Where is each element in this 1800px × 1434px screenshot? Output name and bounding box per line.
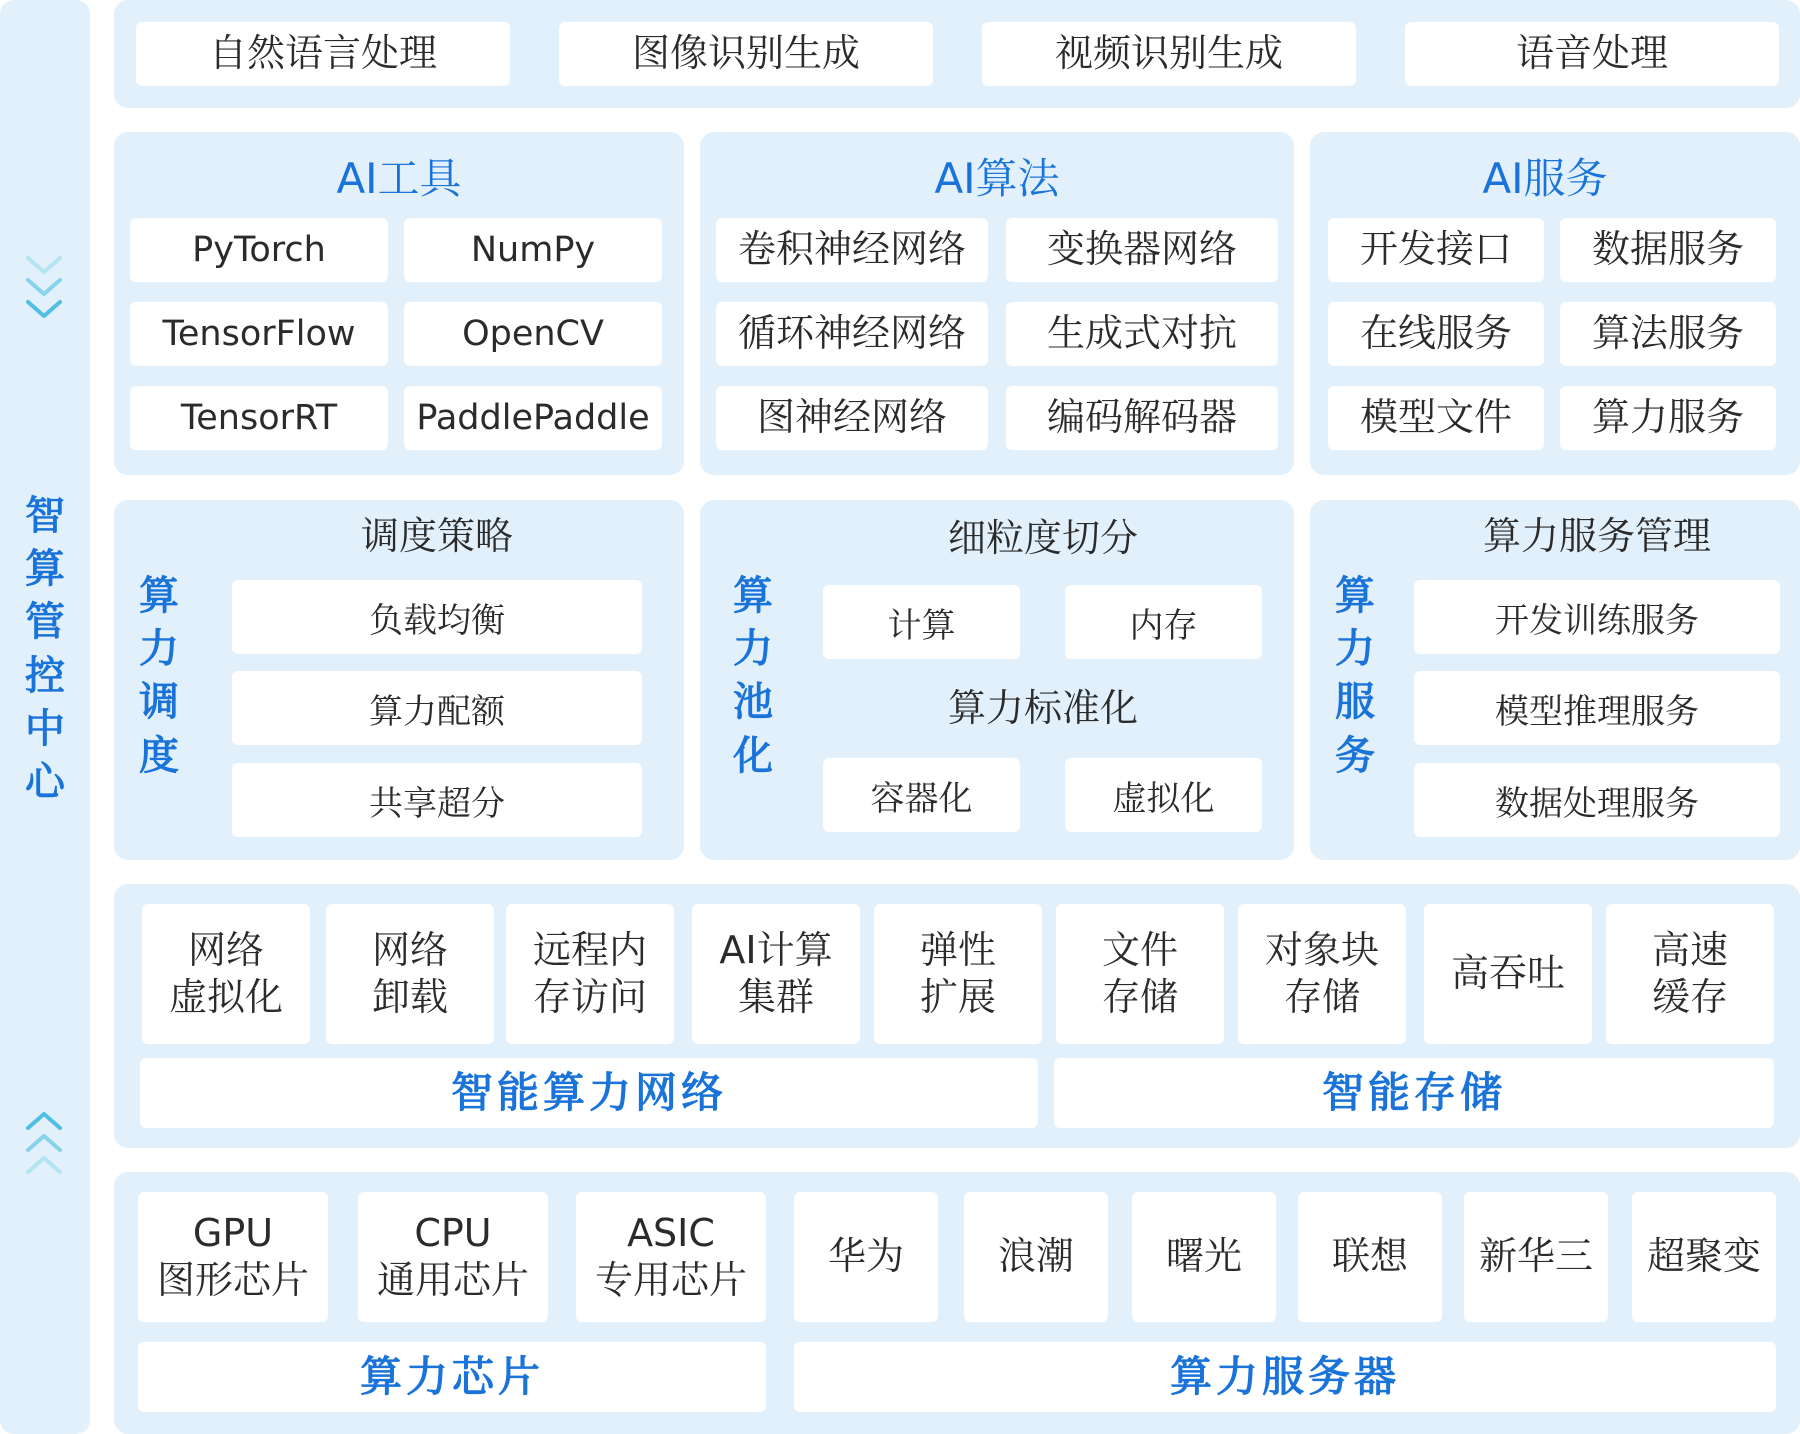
scheduling-item: 共享超分 bbox=[232, 763, 642, 837]
algorithm-item: 图神经网络 bbox=[716, 386, 988, 450]
side-char: 力 bbox=[733, 626, 773, 673]
side-char: 力 bbox=[139, 626, 179, 673]
item-line: AI计算 bbox=[719, 927, 833, 972]
service-item: 模型文件 bbox=[1328, 386, 1544, 450]
pooling-item-container: 容器化 bbox=[823, 758, 1020, 832]
service-item: 在线服务 bbox=[1328, 302, 1544, 366]
algorithm-item: 卷积神经网络 bbox=[716, 218, 988, 282]
side-char: 中 bbox=[25, 705, 65, 752]
intelligent-network-label: 智能算力网络 bbox=[140, 1058, 1038, 1128]
item-line: 网络 bbox=[371, 927, 448, 972]
side-char: 心 bbox=[25, 758, 65, 805]
item-line: 存储 bbox=[1101, 975, 1178, 1019]
chevron-double-up-icon bbox=[20, 1104, 68, 1184]
compute-service-item: 开发训练服务 bbox=[1414, 580, 1780, 654]
service-item: 算法服务 bbox=[1560, 302, 1776, 366]
tool-item: TensorRT bbox=[130, 386, 388, 450]
item-line: 卸载 bbox=[371, 975, 448, 1019]
app-image: 图像识别生成 bbox=[559, 22, 933, 86]
algorithm-item: 变换器网络 bbox=[1006, 218, 1278, 282]
compute-service-panel bbox=[1310, 500, 1800, 860]
item-line: 存访问 bbox=[532, 975, 647, 1019]
network-storage-item bbox=[692, 904, 860, 1044]
compute-standardization-title: 算力标准化 bbox=[947, 686, 1138, 730]
network-storage-item bbox=[506, 904, 674, 1044]
network-storage-item bbox=[1424, 904, 1592, 1044]
compute-service-item: 数据处理服务 bbox=[1414, 763, 1780, 837]
ai-services-title: AI服务 bbox=[1482, 154, 1608, 203]
item-line: 图形芯片 bbox=[156, 1258, 309, 1302]
item-line: 对象块 bbox=[1264, 927, 1379, 972]
compute-server-label: 算力服务器 bbox=[794, 1342, 1776, 1412]
side-char: 算 bbox=[139, 573, 179, 619]
compute-pooling-label bbox=[728, 570, 778, 783]
side-char: 化 bbox=[733, 732, 773, 779]
side-char: 调 bbox=[139, 679, 179, 726]
compute-scheduling-panel bbox=[114, 500, 684, 860]
server-item: 超聚变 bbox=[1632, 1192, 1776, 1322]
tool-item: PaddlePaddle bbox=[404, 386, 662, 450]
compute-pooling-panel bbox=[700, 500, 1294, 860]
server-item: 曙光 bbox=[1132, 1192, 1276, 1322]
ai-services-panel bbox=[1310, 132, 1800, 475]
item-line: 文件 bbox=[1101, 927, 1178, 972]
tool-item: OpenCV bbox=[404, 302, 662, 366]
algorithm-item: 循环神经网络 bbox=[716, 302, 988, 366]
ai-algorithms-panel bbox=[700, 132, 1294, 475]
app-nlp: 自然语言处理 bbox=[136, 22, 510, 86]
item-line: 通用芯片 bbox=[376, 1258, 529, 1302]
service-item: 数据服务 bbox=[1560, 218, 1776, 282]
server-item: 华为 bbox=[794, 1192, 938, 1322]
application-layer bbox=[114, 0, 1800, 108]
network-storage-item bbox=[1238, 904, 1406, 1044]
item-line: 高吞吐 bbox=[1450, 951, 1565, 996]
item-line: GPU bbox=[192, 1210, 274, 1255]
control-center-sidebar bbox=[0, 0, 90, 1434]
item-line: 扩展 bbox=[919, 975, 996, 1019]
side-char: 算 bbox=[1335, 573, 1375, 619]
compute-service-label bbox=[1330, 570, 1380, 783]
network-storage-item bbox=[1606, 904, 1774, 1044]
chip-item bbox=[358, 1192, 548, 1322]
app-video: 视频识别生成 bbox=[982, 22, 1356, 86]
ai-tools-panel bbox=[114, 132, 684, 475]
compute-chip-label: 算力芯片 bbox=[138, 1342, 766, 1412]
pooling-item-compute: 计算 bbox=[823, 585, 1020, 659]
item-line: 专用芯片 bbox=[594, 1258, 747, 1302]
side-char: 力 bbox=[1335, 626, 1375, 673]
item-line: 远程内 bbox=[532, 927, 647, 972]
side-char: 算 bbox=[733, 573, 773, 619]
tool-item: TensorFlow bbox=[130, 302, 388, 366]
item-line: 高速 bbox=[1651, 927, 1728, 972]
tool-item: NumPy bbox=[404, 218, 662, 282]
scheduling-strategy-title: 调度策略 bbox=[360, 514, 513, 558]
side-char: 池 bbox=[733, 679, 773, 726]
fine-grained-partition-title: 细粒度切分 bbox=[947, 516, 1138, 560]
compute-service-management-title: 算力服务管理 bbox=[1482, 514, 1711, 558]
item-line: 存储 bbox=[1283, 975, 1360, 1019]
control-center-label bbox=[0, 490, 90, 809]
network-storage-panel bbox=[114, 884, 1800, 1148]
side-char: 管 bbox=[25, 599, 65, 646]
hardware-panel bbox=[114, 1172, 1800, 1434]
item-line: 集群 bbox=[737, 975, 814, 1019]
intelligent-storage-label: 智能存储 bbox=[1054, 1058, 1774, 1128]
side-char: 控 bbox=[25, 652, 65, 699]
server-item: 联想 bbox=[1298, 1192, 1442, 1322]
side-char: 智 bbox=[25, 493, 65, 539]
network-storage-item bbox=[1056, 904, 1224, 1044]
server-item: 新华三 bbox=[1464, 1192, 1608, 1322]
item-line: 缓存 bbox=[1651, 975, 1728, 1019]
item-line: ASIC bbox=[627, 1210, 715, 1255]
service-item: 算力服务 bbox=[1560, 386, 1776, 450]
pooling-item-virtualization: 虚拟化 bbox=[1065, 758, 1262, 832]
algorithm-item: 生成式对抗 bbox=[1006, 302, 1278, 366]
compute-scheduling-label bbox=[134, 570, 184, 783]
service-item: 开发接口 bbox=[1328, 218, 1544, 282]
scheduling-item: 负载均衡 bbox=[232, 580, 642, 654]
chip-item bbox=[138, 1192, 328, 1322]
item-line: 弹性 bbox=[919, 927, 996, 972]
app-speech: 语音处理 bbox=[1405, 22, 1779, 86]
ai-tools-title: AI工具 bbox=[336, 154, 462, 203]
pooling-item-memory: 内存 bbox=[1065, 585, 1262, 659]
server-item: 浪潮 bbox=[964, 1192, 1108, 1322]
item-line: 网络 bbox=[187, 927, 264, 972]
network-storage-item bbox=[142, 904, 310, 1044]
network-storage-item bbox=[874, 904, 1042, 1044]
item-line: 虚拟化 bbox=[168, 975, 283, 1019]
compute-service-item: 模型推理服务 bbox=[1414, 671, 1780, 745]
tool-item: PyTorch bbox=[130, 218, 388, 282]
scheduling-item: 算力配额 bbox=[232, 671, 642, 745]
item-line: CPU bbox=[414, 1210, 492, 1255]
network-storage-item bbox=[326, 904, 494, 1044]
side-char: 算 bbox=[25, 546, 65, 593]
algorithm-item: 编码解码器 bbox=[1006, 386, 1278, 450]
ai-algorithms-title: AI算法 bbox=[934, 154, 1060, 203]
side-char: 务 bbox=[1335, 732, 1375, 779]
chip-item bbox=[576, 1192, 766, 1322]
side-char: 服 bbox=[1335, 679, 1375, 726]
chevron-double-down-icon bbox=[20, 248, 68, 328]
side-char: 度 bbox=[139, 732, 179, 779]
